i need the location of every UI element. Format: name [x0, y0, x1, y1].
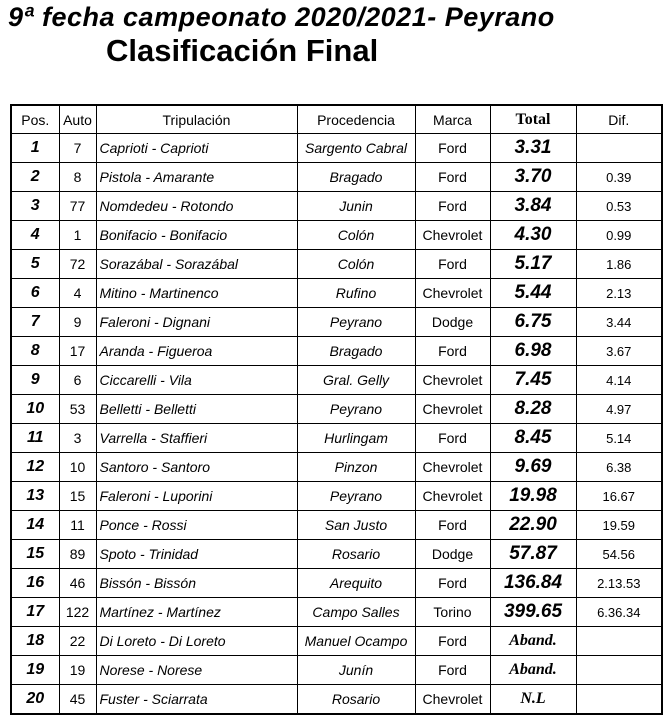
brand-cell: Chevrolet	[415, 685, 490, 715]
origin-cell: Arequito	[297, 569, 415, 598]
column-header-auto: Auto	[59, 105, 96, 134]
pos-cell: 17	[11, 598, 59, 627]
crew-cell: Faleroni - Luporini	[96, 482, 297, 511]
diff-cell	[576, 134, 662, 163]
table-row	[11, 511, 662, 540]
diff-cell	[576, 685, 662, 715]
auto-cell: 6	[59, 366, 96, 395]
pos-cell: 2	[11, 163, 59, 192]
brand-cell: Chevrolet	[415, 482, 490, 511]
total-cell: Aband.	[490, 627, 576, 656]
auto-cell: 53	[59, 395, 96, 424]
auto-cell: 1	[59, 221, 96, 250]
table-row	[11, 163, 662, 192]
brand-cell: Chevrolet	[415, 395, 490, 424]
crew-cell: Fuster - Sciarrata	[96, 685, 297, 715]
table-row	[11, 482, 662, 511]
auto-cell: 8	[59, 163, 96, 192]
diff-cell	[576, 627, 662, 656]
brand-cell: Ford	[415, 134, 490, 163]
table-row	[11, 656, 662, 685]
total-cell: 8.45	[490, 424, 576, 453]
crew-cell: Santoro - Santoro	[96, 453, 297, 482]
auto-cell: 4	[59, 279, 96, 308]
total-cell: 5.17	[490, 250, 576, 279]
diff-cell: 1.86	[576, 250, 662, 279]
pos-cell: 11	[11, 424, 59, 453]
pos-cell: 13	[11, 482, 59, 511]
table-header-row	[11, 105, 662, 134]
crew-cell: Pistola - Amarante	[96, 163, 297, 192]
origin-cell: Sargento Cabral	[297, 134, 415, 163]
diff-cell: 0.53	[576, 192, 662, 221]
total-cell: 7.45	[490, 366, 576, 395]
pos-cell: 3	[11, 192, 59, 221]
brand-cell: Ford	[415, 627, 490, 656]
crew-cell: Varrella - Staffieri	[96, 424, 297, 453]
crew-cell: Mitino - Martinenco	[96, 279, 297, 308]
total-cell: 6.75	[490, 308, 576, 337]
table-row	[11, 221, 662, 250]
origin-cell: Colón	[297, 221, 415, 250]
table-row	[11, 308, 662, 337]
diff-cell: 16.67	[576, 482, 662, 511]
crew-cell: Nomdedeu - Rotondo	[96, 192, 297, 221]
crew-cell: Ciccarelli - Vila	[96, 366, 297, 395]
brand-cell: Ford	[415, 192, 490, 221]
pos-cell: 6	[11, 279, 59, 308]
brand-cell: Ford	[415, 511, 490, 540]
pos-cell: 8	[11, 337, 59, 366]
diff-cell: 4.97	[576, 395, 662, 424]
total-cell: 9.69	[490, 453, 576, 482]
brand-cell: Ford	[415, 424, 490, 453]
brand-cell: Torino	[415, 598, 490, 627]
results-table	[10, 104, 663, 715]
auto-cell: 11	[59, 511, 96, 540]
origin-cell: Peyrano	[297, 482, 415, 511]
origin-cell: Rosario	[297, 685, 415, 715]
brand-cell: Ford	[415, 337, 490, 366]
origin-cell: Pinzon	[297, 453, 415, 482]
brand-cell: Ford	[415, 163, 490, 192]
origin-cell: Bragado	[297, 163, 415, 192]
total-cell: 22.90	[490, 511, 576, 540]
crew-cell: Ponce - Rossi	[96, 511, 297, 540]
diff-cell: 54.56	[576, 540, 662, 569]
column-header-tripulacion: Tripulación	[96, 105, 297, 134]
table-row	[11, 134, 662, 163]
total-cell: 399.65	[490, 598, 576, 627]
origin-cell: Campo Salles	[297, 598, 415, 627]
origin-cell: Peyrano	[297, 395, 415, 424]
crew-cell: Belletti - Belletti	[96, 395, 297, 424]
crew-cell: Caprioti - Caprioti	[96, 134, 297, 163]
pos-cell: 18	[11, 627, 59, 656]
pos-cell: 4	[11, 221, 59, 250]
auto-cell: 72	[59, 250, 96, 279]
auto-cell: 45	[59, 685, 96, 715]
column-header-total: Total	[490, 105, 576, 134]
table-row	[11, 250, 662, 279]
column-header-procedencia: Procedencia	[297, 105, 415, 134]
pos-cell: 1	[11, 134, 59, 163]
brand-cell: Ford	[415, 250, 490, 279]
origin-cell: Junín	[297, 656, 415, 685]
crew-cell: Bonifacio - Bonifacio	[96, 221, 297, 250]
crew-cell: Faleroni - Dignani	[96, 308, 297, 337]
table-row	[11, 395, 662, 424]
table-row	[11, 337, 662, 366]
brand-cell: Ford	[415, 569, 490, 598]
diff-cell: 6.36.34	[576, 598, 662, 627]
diff-cell: 2.13.53	[576, 569, 662, 598]
brand-cell: Chevrolet	[415, 453, 490, 482]
pos-cell: 7	[11, 308, 59, 337]
total-cell: 57.87	[490, 540, 576, 569]
brand-cell: Ford	[415, 656, 490, 685]
total-cell: N.L	[490, 685, 576, 715]
brand-cell: Dodge	[415, 308, 490, 337]
auto-cell: 10	[59, 453, 96, 482]
table-row	[11, 192, 662, 221]
pos-cell: 12	[11, 453, 59, 482]
table-row	[11, 453, 662, 482]
table-row	[11, 685, 662, 715]
total-cell: 136.84	[490, 569, 576, 598]
auto-cell: 46	[59, 569, 96, 598]
table-row	[11, 598, 662, 627]
auto-cell: 7	[59, 134, 96, 163]
auto-cell: 17	[59, 337, 96, 366]
pos-cell: 9	[11, 366, 59, 395]
total-cell: 6.98	[490, 337, 576, 366]
pos-cell: 10	[11, 395, 59, 424]
table-row	[11, 279, 662, 308]
origin-cell: Rufino	[297, 279, 415, 308]
origin-cell: Rosario	[297, 540, 415, 569]
auto-cell: 19	[59, 656, 96, 685]
crew-cell: Di Loreto - Di Loreto	[96, 627, 297, 656]
origin-cell: Colón	[297, 250, 415, 279]
crew-cell: Norese - Norese	[96, 656, 297, 685]
origin-cell: Junin	[297, 192, 415, 221]
pos-cell: 15	[11, 540, 59, 569]
championship-title: 9ª fecha campeonato 2020/2021- Peyrano	[8, 2, 555, 32]
diff-cell	[576, 656, 662, 685]
diff-cell: 5.14	[576, 424, 662, 453]
origin-cell: San Justo	[297, 511, 415, 540]
diff-cell: 3.67	[576, 337, 662, 366]
brand-cell: Chevrolet	[415, 221, 490, 250]
auto-cell: 89	[59, 540, 96, 569]
total-cell: 19.98	[490, 482, 576, 511]
table-row	[11, 424, 662, 453]
table-row	[11, 627, 662, 656]
pos-cell: 5	[11, 250, 59, 279]
total-cell: 3.84	[490, 192, 576, 221]
origin-cell: Bragado	[297, 337, 415, 366]
diff-cell: 3.44	[576, 308, 662, 337]
auto-cell: 22	[59, 627, 96, 656]
total-cell: 8.28	[490, 395, 576, 424]
auto-cell: 77	[59, 192, 96, 221]
total-cell: Aband.	[490, 656, 576, 685]
crew-cell: Aranda - Figueroa	[96, 337, 297, 366]
column-header-dif: Dif.	[576, 105, 662, 134]
diff-cell: 4.14	[576, 366, 662, 395]
crew-cell: Spoto - Trinidad	[96, 540, 297, 569]
pos-cell: 16	[11, 569, 59, 598]
auto-cell: 9	[59, 308, 96, 337]
column-header-marca: Marca	[415, 105, 490, 134]
origin-cell: Hurlingam	[297, 424, 415, 453]
total-cell: 3.70	[490, 163, 576, 192]
pos-cell: 20	[11, 685, 59, 715]
auto-cell: 122	[59, 598, 96, 627]
diff-cell: 0.39	[576, 163, 662, 192]
column-header-pos: Pos.	[11, 105, 59, 134]
total-cell: 5.44	[490, 279, 576, 308]
table-row	[11, 569, 662, 598]
table-row	[11, 540, 662, 569]
total-cell: 3.31	[490, 134, 576, 163]
brand-cell: Dodge	[415, 540, 490, 569]
origin-cell: Gral. Gelly	[297, 366, 415, 395]
auto-cell: 15	[59, 482, 96, 511]
diff-cell: 19.59	[576, 511, 662, 540]
table-row	[11, 366, 662, 395]
crew-cell: Martínez - Martínez	[96, 598, 297, 627]
brand-cell: Chevrolet	[415, 279, 490, 308]
origin-cell: Manuel Ocampo	[297, 627, 415, 656]
pos-cell: 19	[11, 656, 59, 685]
diff-cell: 0.99	[576, 221, 662, 250]
crew-cell: Sorazábal - Sorazábal	[96, 250, 297, 279]
brand-cell: Chevrolet	[415, 366, 490, 395]
classification-title: Clasificación Final	[106, 33, 379, 68]
crew-cell: Bissón - Bissón	[96, 569, 297, 598]
pos-cell: 14	[11, 511, 59, 540]
diff-cell: 2.13	[576, 279, 662, 308]
total-cell: 4.30	[490, 221, 576, 250]
origin-cell: Peyrano	[297, 308, 415, 337]
auto-cell: 3	[59, 424, 96, 453]
diff-cell: 6.38	[576, 453, 662, 482]
